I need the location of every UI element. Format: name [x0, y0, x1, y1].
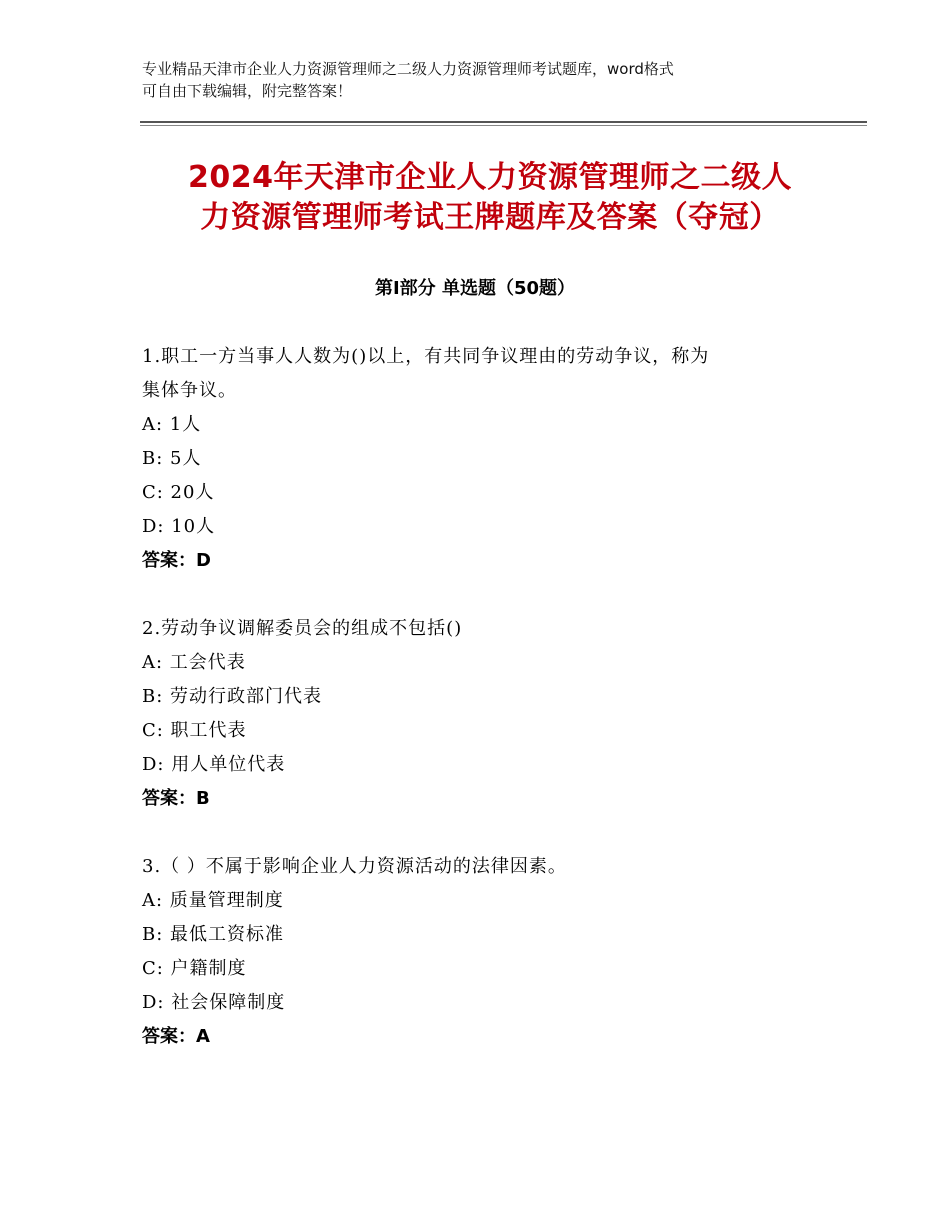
header-note	[142, 58, 822, 102]
option-b: B: 5人	[142, 448, 202, 469]
header-note-line-1: 专业精品天津市企业人力资源管理师之二级人力资源管理师考试题库，word格式	[142, 60, 674, 78]
option-c: C: 20人	[142, 482, 215, 503]
option-b: B: 最低工资标准	[142, 924, 285, 945]
header-divider-thin	[140, 125, 867, 126]
question-stem-line-1: 3.（ ）不属于影响企业人力资源活动的法律因素。	[142, 856, 567, 877]
answer: 答案：B	[142, 788, 210, 809]
document-title	[140, 158, 840, 238]
question-stem	[142, 850, 832, 884]
section-title: 第Ⅰ部分 单选题（50题）	[374, 278, 575, 299]
question-stem-line-1: 1.职工一方当事人人数为()以上，有共同争议理由的劳动争议，称为	[142, 346, 710, 367]
question-stem	[142, 340, 832, 408]
option-a: A: 1人	[142, 414, 202, 435]
option-d: D: 10人	[142, 516, 216, 537]
question-stem	[142, 612, 832, 646]
header-note-line-2: 可自由下载编辑，附完整答案！	[142, 82, 353, 100]
answer: 答案：D	[142, 550, 211, 571]
question-stem-line-2: 集体争议。	[142, 380, 237, 401]
document-title-line-1: 2024年天津市企业人力资源管理师之二级人	[188, 160, 792, 195]
option-b: B: 劳动行政部门代表	[142, 686, 323, 707]
question-2	[142, 612, 832, 816]
option-a: A: 质量管理制度	[142, 890, 284, 911]
option-d: D: 用人单位代表	[142, 754, 286, 775]
question-stem-line-1: 2.劳动争议调解委员会的组成不包括()	[142, 618, 463, 639]
document-title-line-2: 力资源管理师考试王牌题库及答案（夺冠）	[200, 200, 780, 235]
header-divider	[140, 121, 867, 123]
option-d: D: 社会保障制度	[142, 992, 286, 1013]
option-c: C: 户籍制度	[142, 958, 247, 979]
option-c: C: 职工代表	[142, 720, 247, 741]
answer: 答案：A	[142, 1026, 210, 1047]
option-a: A: 工会代表	[142, 652, 246, 673]
question-list	[142, 340, 832, 1088]
question-1	[142, 340, 832, 578]
question-3	[142, 850, 832, 1054]
